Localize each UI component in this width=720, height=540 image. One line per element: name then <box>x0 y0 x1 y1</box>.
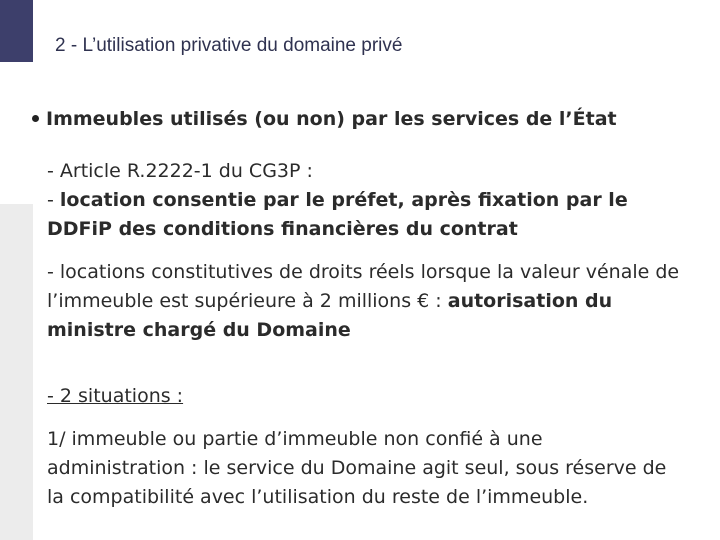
situation-1-line-3: la compatibilité avec l’utilisation du reste de l’immeuble. <box>47 486 589 508</box>
situation-1-line-1: 1/ immeuble ou partie d’immeuble non confié à une <box>47 428 543 450</box>
location-prefix: - <box>47 189 60 211</box>
droits-line-3: ministre chargé du Domaine <box>47 319 351 341</box>
main-bullet <box>32 108 617 130</box>
situations-heading <box>47 382 183 411</box>
article-reference: - Article R.2222-1 du CG3P : <box>47 160 313 182</box>
bullet-dot-icon <box>32 115 39 122</box>
article-block <box>47 157 628 244</box>
slide-title: 2 - L’utilisation privative du domaine privé <box>55 35 403 56</box>
accent-bar <box>0 0 33 62</box>
droits-line-1: - locations constitutives de droits réels lorsque la valeur vénale de <box>47 261 680 283</box>
location-text-continued: DDFiP des conditions financières du contrat <box>47 218 518 240</box>
droits-line-2-bold: autorisation du <box>447 290 613 312</box>
droits-line-2-plain: l’immeuble est supérieure à 2 millions € : <box>47 290 448 312</box>
location-line <box>47 186 628 215</box>
situation-1-line-2: administration : le service du Domaine agit seul, sous réserve de <box>47 457 667 479</box>
droits-reels-block <box>47 258 679 345</box>
side-panel <box>0 204 33 540</box>
situation-1-block <box>47 425 666 512</box>
situations-text: - 2 situations : <box>47 385 184 407</box>
location-text: location consentie par le préfet, après fixation par le <box>59 189 628 211</box>
droits-line-2 <box>47 287 679 316</box>
main-bullet-text: Immeubles utilisés (ou non) par les services de l’État <box>46 108 617 130</box>
